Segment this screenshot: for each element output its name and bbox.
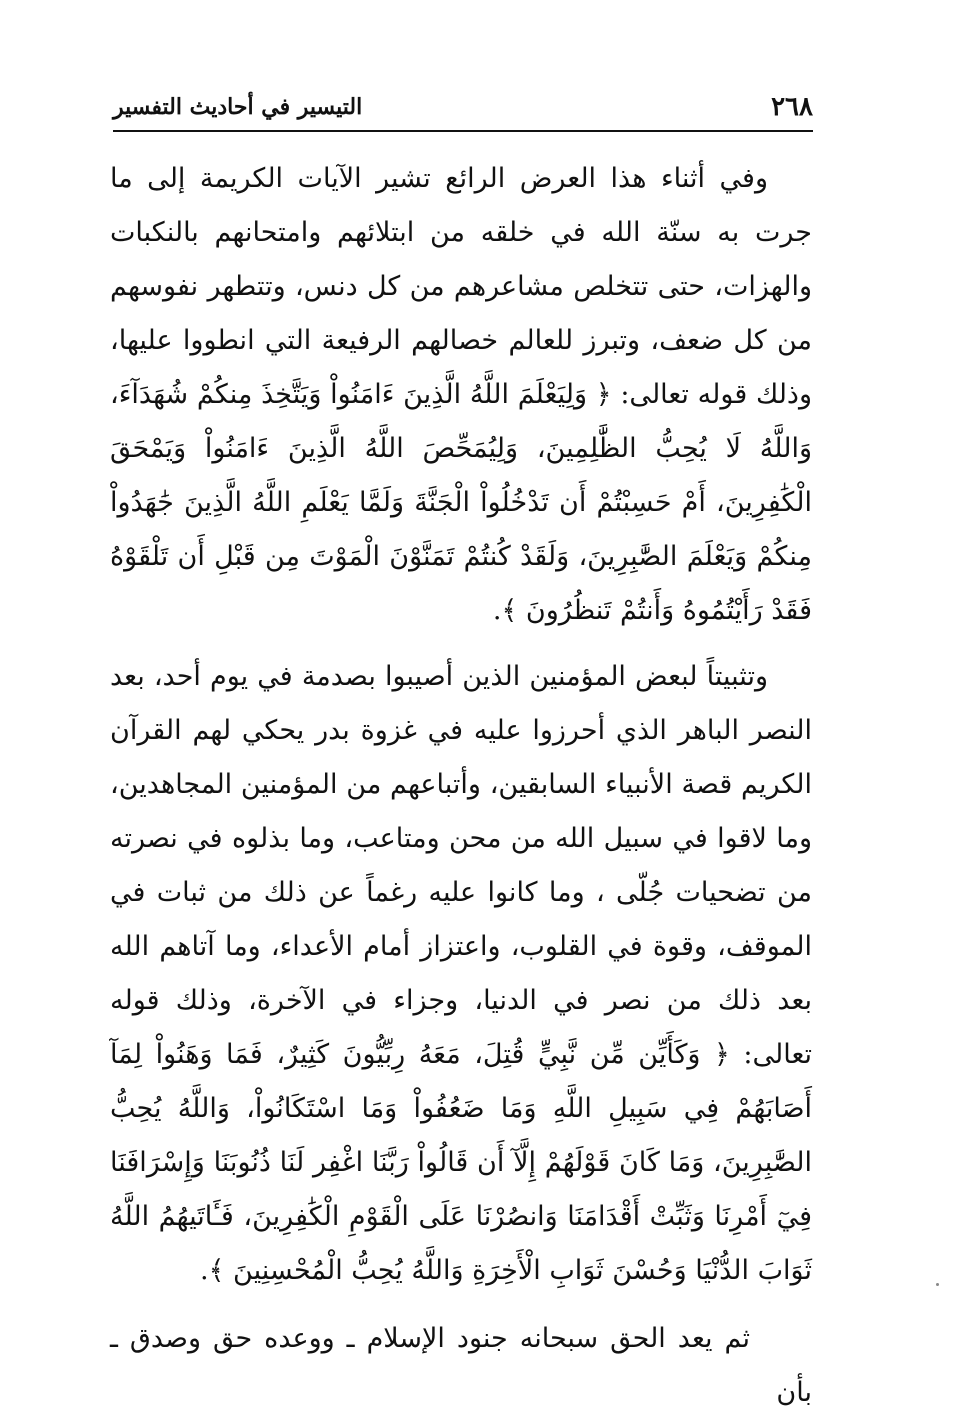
paragraph-2: وتثبيتاً لبعض المؤمنين الذين أصيبوا بصدمة في يوم أحد، بعد النصر الباهر الذي أحرزوا عليه في غزوة بدر يحكي لهم القرآن الكريم قصة الأنبياء السابقين، وأتباعهم من المؤمنين المجاهدين، وما لاقوا في سبيل الله من محن ومتاعب، وما بذلوه في نصرته من تضحيات جُلّى ، وما كانوا عليه رغماً عن ذلك من ثبات في الموقف، وقوة في القلوب، واعتزاز أمام الأعداء، وما آتاهم الله بعد ذلك من نصر في الدنيا، وجزاء في الآخرة، وذلك قوله تعالى: ﴿ وَكَأَيِّن مِّن نَّبِيٍّ قُتِلَ، مَعَهُ رِبِّيُّونَ كَثِيرٌ، فَمَا وَهَنُواْ لِمَآ أَصَابَهُمْ فِي سَبِيلِ اللَّهِ وَمَا ضَعُفُواْ وَمَا اسْتَكَانُواْ، وَاللَّهُ يُحِبُّ الصَّٰبِرِينَ، وَمَا كَانَ قَوْلَهُمْ إِلَّآ أَن قَالُواْ رَبَّنَا اغْفِر لَنَا ذُنُوبَنَا وَإِسْرَافَنَا فِيٓ أَمْرِنَا وَثَبِّتْ أَقْدَامَنَا وَانصُرْنَا عَلَى الْقَوْمِ الْكَٰفِرِينَ، فَـَٔاتَيهُمُ اللَّهُ ثَوَابَ الدُّنْيَا وَحُسْنَ ثَوَابِ الْأَخِرَةِ وَاللَّهُ يُحِبُّ الْمُحْسِنِينَ ﴾.	[110, 661, 812, 1286]
header-divider	[113, 130, 813, 132]
page-number: ٢٦٨	[771, 92, 813, 122]
page-body	[110, 152, 812, 1420]
paragraph-3: ثم يعد الحق سبحانه جنود الإسلام ـ ووعده حق وصدق ـ بأن	[110, 1323, 812, 1408]
paragraph-1: وفي أثناء هذا العرض الرائع تشير الآيات الكريمة إلى ما جرت به سنّة الله في خلقه من ابتلائهم وامتحانهم بالنكبات والهزات، حتى تتخلص مشاعرهم من كل دنس، وتتطهر نفوسهم من كل ضعف، وتبرز للعالم خصالهم الرفيعة التي انطووا عليها، وذلك قوله تعالى: ﴿ وَلِيَعْلَمَ اللَّهُ الَّذِينَ ءَامَنُواْ وَيَتَّخِذَ مِنكُمْ شُهَدَآءَ، وَاللَّهُ لَا يُحِبُّ الظَّٰلِمِينَ، وَلِيُمَحِّصَ اللَّهُ الَّذِينَ ءَامَنُواْ وَيَمْحَقَ الْكَٰفِرِينَ، أَمْ حَسِبْتُمْ أَن تَدْخُلُواْ الْجَنَّةَ وَلَمَّا يَعْلَمِ اللَّهُ الَّذِينَ جَٰهَدُواْ مِنكُمْ وَيَعْلَمَ الصَّٰبِرِينَ، وَلَقَدْ كُنتُمْ تَمَنَّوْنَ الْمَوْتَ مِن قَبْلِ أَن تَلْقَوْهُ فَقَدْ رَأَيْتُمُوهُ وَأَنتُمْ تَنظُرُونَ ﴾.	[110, 163, 812, 626]
page-header	[113, 88, 813, 130]
scan-speck	[936, 1283, 939, 1286]
book-title: التيسير في أحاديث التفسير	[113, 94, 363, 120]
